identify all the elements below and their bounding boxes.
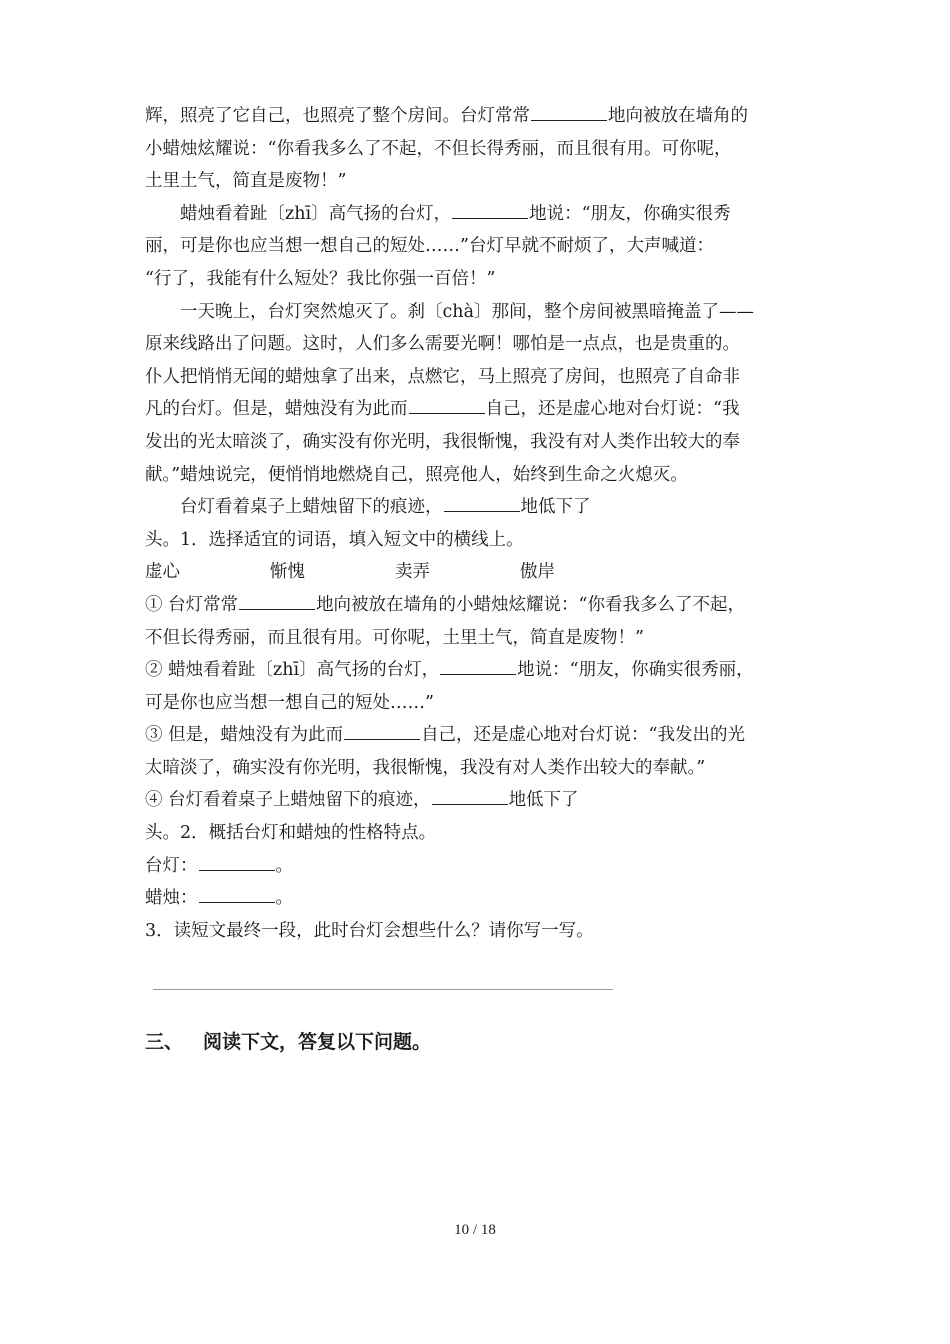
- passage-line: 丽，可是你也应当想一想自己的短处……”台灯早就不耐烦了，大声喊道：: [145, 236, 714, 257]
- section-title: 阅读下文，答复以下问题。: [203, 1031, 432, 1053]
- section-heading: [145, 1027, 431, 1054]
- question-1-item: [145, 784, 805, 817]
- passage-text: 地低下了: [520, 497, 591, 518]
- passage-line: 仆人把悄悄无闻的蜡烛拿了出来，点燃它，马上照亮了房间，也照亮了自命非: [145, 366, 740, 387]
- question-1-prompt: 头。1．选择适宜的词语，填入短文中的横线上。: [145, 529, 524, 550]
- fill-blank[interactable]: [199, 850, 275, 871]
- passage-text: 凡的台灯。但是，蜡烛没有为此而: [145, 399, 408, 420]
- answer-end: 。: [275, 888, 293, 909]
- item-text: ② 蜡烛看着趾〔zhī〕高气扬的台灯，: [145, 660, 440, 681]
- word-option: 虚心: [145, 562, 180, 583]
- section-number: 三、: [145, 1031, 184, 1053]
- fill-blank[interactable]: [409, 393, 485, 414]
- item-text: 地说：“朋友，你确实很秀丽，: [517, 660, 754, 681]
- question-1-item: [145, 589, 805, 622]
- item-text: 地向被放在墙角的小蜡烛炫耀说：“你看我多么了不起，: [316, 594, 746, 615]
- passage-line: [145, 393, 805, 426]
- passage-line: 献。”蜡烛说完，便悄悄地燃烧自己，照亮他人，始终到生命之火熄灭。: [145, 464, 688, 485]
- answer-label: 蜡烛：: [145, 888, 198, 909]
- question-1-item: [145, 654, 805, 687]
- fill-blank[interactable]: [199, 882, 275, 903]
- answer-label: 台灯：: [145, 855, 198, 876]
- question-1-item: 太暗淡了，确实没有你光明，我很惭愧，我没有对人类作出较大的奉献。”: [145, 757, 706, 778]
- passage-text: 蜡烛看着趾〔zhī〕高气扬的台灯，: [180, 203, 452, 224]
- passage-line: 发出的光太暗淡了，确实没有你光明，我很惭愧，我没有对人类作出较大的奉: [145, 431, 740, 452]
- fill-blank[interactable]: [444, 491, 520, 512]
- passage-line: “行了，我能有什么短处？我比你强一百倍！”: [145, 268, 496, 289]
- fill-blank[interactable]: [239, 589, 315, 610]
- lamp-answer: [145, 850, 805, 883]
- item-text: ③ 但是，蜡烛没有为此而: [145, 725, 344, 746]
- passage-text: 地向被放在墙角的: [608, 106, 748, 126]
- fill-blank[interactable]: [432, 784, 508, 805]
- passage-text: 地说：“朋友，你确实很秀: [529, 203, 731, 224]
- fill-blank[interactable]: [440, 654, 516, 675]
- passage-line: [145, 198, 805, 231]
- passage-line: 一天晚上，台灯突然熄灭了。刹〔chà〕那间，整个房间被黑暗掩盖了——: [180, 301, 755, 322]
- question-1-item: 不但长得秀丽，而且很有用。可你呢，土里土气，简直是废物！”: [145, 627, 644, 648]
- passage-text: 自己，还是虚心地对台灯说：“我: [485, 399, 740, 420]
- item-text: 地低下了: [508, 790, 579, 811]
- question-1-item: [145, 719, 805, 752]
- item-text: 自己，还是虚心地对台灯说：“我发出的光: [421, 725, 746, 746]
- word-option: 卖弄: [395, 562, 430, 583]
- word-options: [145, 556, 805, 589]
- passage-line: 小蜡烛炫耀说：“你看我多么了不起，不但长得秀丽，而且很有用。可你呢，: [145, 138, 732, 159]
- candle-answer: [145, 882, 805, 915]
- answer-line[interactable]: [153, 989, 613, 990]
- fill-blank[interactable]: [452, 198, 528, 219]
- fill-blank[interactable]: [531, 100, 607, 121]
- passage-line: [145, 100, 805, 133]
- word-option: 傲岸: [520, 562, 555, 583]
- question-3-prompt: 3．读短文最终一段，此时台灯会想些什么？请你写一写。: [145, 920, 594, 941]
- passage-text: 辉，照亮了它自己，也照亮了整个房间。台灯常常: [145, 106, 530, 126]
- item-text: ① 台灯常常: [145, 594, 239, 615]
- passage-line: 原来线路出了问题。这时，人们多么需要光啊！哪怕是一点点，也是贵重的。: [145, 334, 740, 355]
- passage-text: 台灯看着桌子上蜡烛留下的痕迹，: [180, 497, 443, 518]
- question-1-item: 可是你也应当想一想自己的短处……”: [145, 692, 434, 713]
- answer-end: 。: [275, 855, 293, 876]
- item-text: ④ 台灯看着桌子上蜡烛留下的痕迹，: [145, 790, 431, 811]
- passage-line: 土里土气，简直是废物！”: [145, 171, 347, 192]
- reading-passage: [145, 100, 805, 947]
- page-number: 10 / 18: [454, 1222, 496, 1238]
- question-2-prompt: 头。2．概括台灯和蜡烛的性格特点。: [145, 823, 437, 844]
- word-option: 惭愧: [270, 562, 305, 583]
- passage-line: [145, 491, 805, 524]
- fill-blank[interactable]: [344, 719, 420, 740]
